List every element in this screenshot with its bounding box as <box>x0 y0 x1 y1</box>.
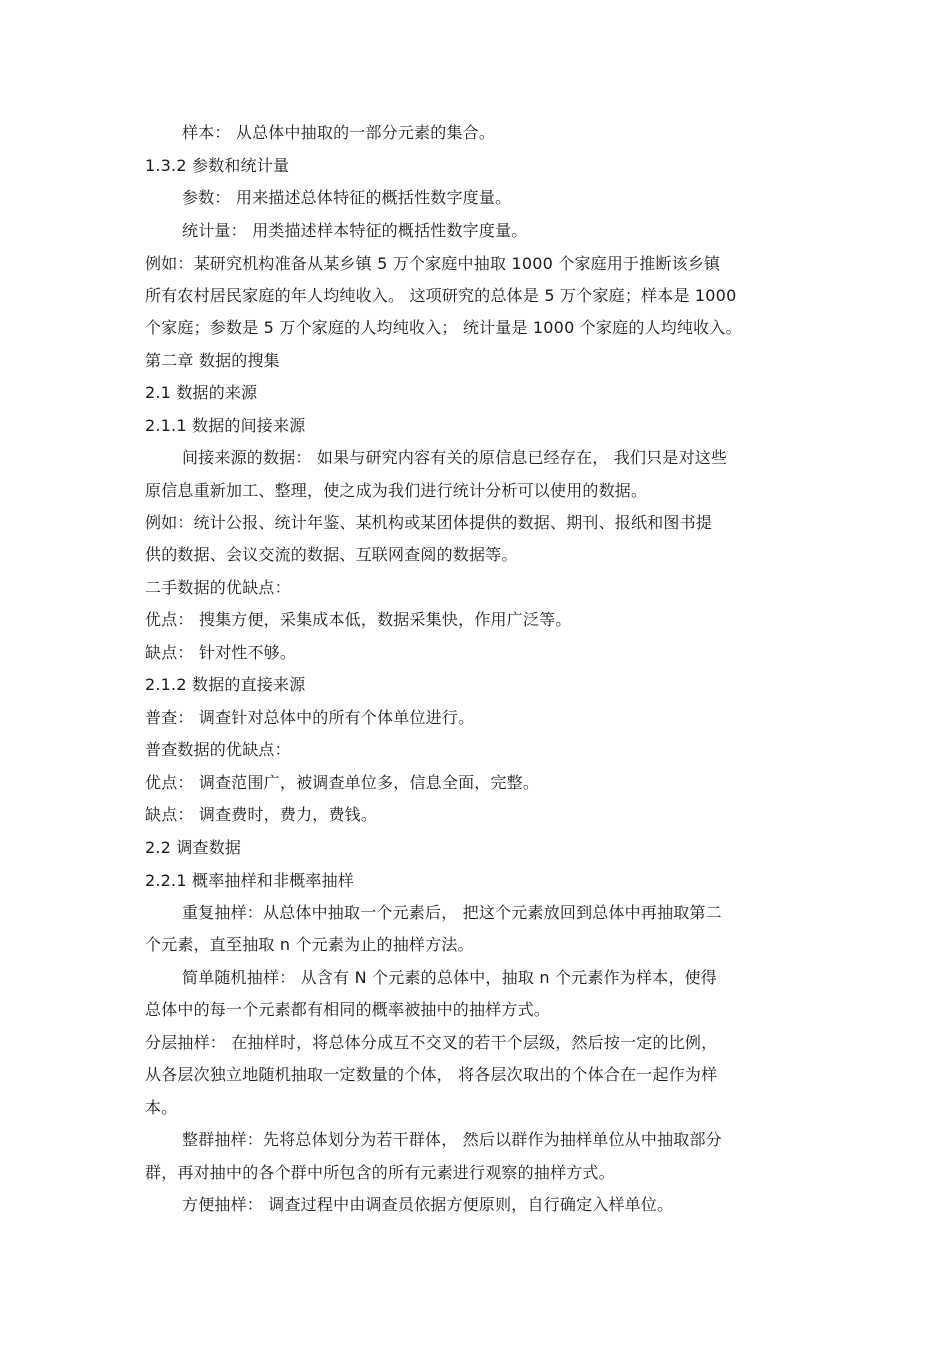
text-line: 缺点： 调查费时，费力，费钱。 <box>145 805 378 824</box>
chapter-heading: 第二章 数据的搜集 <box>145 351 280 370</box>
text-line: 总体中的每一个元素都有相同的概率被抽中的抽样方式。 <box>145 1000 551 1019</box>
text-line: 方便抽样： 调查过程中由调查员依据方便原则，自行确定入样单位。 <box>182 1195 674 1214</box>
text-line: 优点： 调查范围广，被调查单位多，信息全面，完整。 <box>145 773 540 792</box>
text-line: 重复抽样：从总体中抽取一个元素后， 把这个元素放回到总体中再抽取第二 <box>182 903 722 922</box>
text-line: 所有农村居民家庭的年人均纯收入。 这项研究的总体是 5 万个家庭；样本是 1000 <box>145 286 737 305</box>
text-line: 本。 <box>145 1098 178 1117</box>
text-line: 普查： 调查针对总体中的所有个体单位进行。 <box>145 708 475 727</box>
section-heading: 2.1.2 数据的直接来源 <box>145 675 306 694</box>
text-line: 整群抽样：先将总体划分为若干群体， 然后以群作为抽样单位从中抽取部分 <box>182 1130 722 1149</box>
section-heading: 2.1 数据的来源 <box>145 383 258 402</box>
text-line: 简单随机抽样： 从含有 N 个元素的总体中，抽取 n 个元素作为样本，使得 <box>182 968 717 987</box>
section-heading: 1.3.2 参数和统计量 <box>145 156 290 175</box>
text-line: 间接来源的数据： 如果与研究内容有关的原信息已经存在， 我们只是对这些 <box>182 448 728 467</box>
section-heading: 2.2 调查数据 <box>145 838 242 857</box>
text-line: 样本： 从总体中抽取的一部分元素的集合。 <box>182 123 496 142</box>
text-line: 例如：统计公报、统计年鉴、某机构或某团体提供的数据、期刊、报纸和图书提 <box>145 513 713 532</box>
text-line: 分层抽样： 在抽样时，将总体分成互不交叉的若干个层级，然后按一定的比例， <box>145 1033 718 1052</box>
text-line: 优点： 搜集方便，采集成本低，数据采集快，作用广泛等。 <box>145 610 572 629</box>
text-line: 个家庭；参数是 5 万个家庭的人均纯收入； 统计量是 1000 个家庭的人均纯收入。 <box>145 318 742 337</box>
text-line: 供的数据、会议交流的数据、互联网查阅的数据等。 <box>145 545 518 564</box>
text-line: 从各层次独立地随机抽取一定数量的个体， 将各层次取出的个体合在一起作为样 <box>145 1065 718 1084</box>
text-line: 个元素，直至抽取 n 个元素为止的抽样方法。 <box>145 935 474 954</box>
text-line: 参数： 用来描述总体特征的概括性数字度量。 <box>182 188 512 207</box>
text-line: 群，再对抽中的各个群中所包含的所有元素进行观察的抽样方式。 <box>145 1163 615 1182</box>
text-line: 原信息重新加工、整理，使之成为我们进行统计分析可以使用的数据。 <box>145 481 648 500</box>
text-line: 缺点： 针对性不够。 <box>145 643 297 662</box>
text-line: 二手数据的优缺点： <box>145 578 291 597</box>
text-line: 例如：某研究机构准备从某乡镇 5 万个家庭中抽取 1000 个家庭用于推断该乡镇 <box>145 254 721 273</box>
section-heading: 2.2.1 概率抽样和非概率抽样 <box>145 871 354 890</box>
section-heading: 2.1.1 数据的间接来源 <box>145 416 306 435</box>
text-line: 统计量： 用类描述样本特征的概括性数字度量。 <box>182 221 528 240</box>
text-line: 普查数据的优缺点： <box>145 740 291 759</box>
